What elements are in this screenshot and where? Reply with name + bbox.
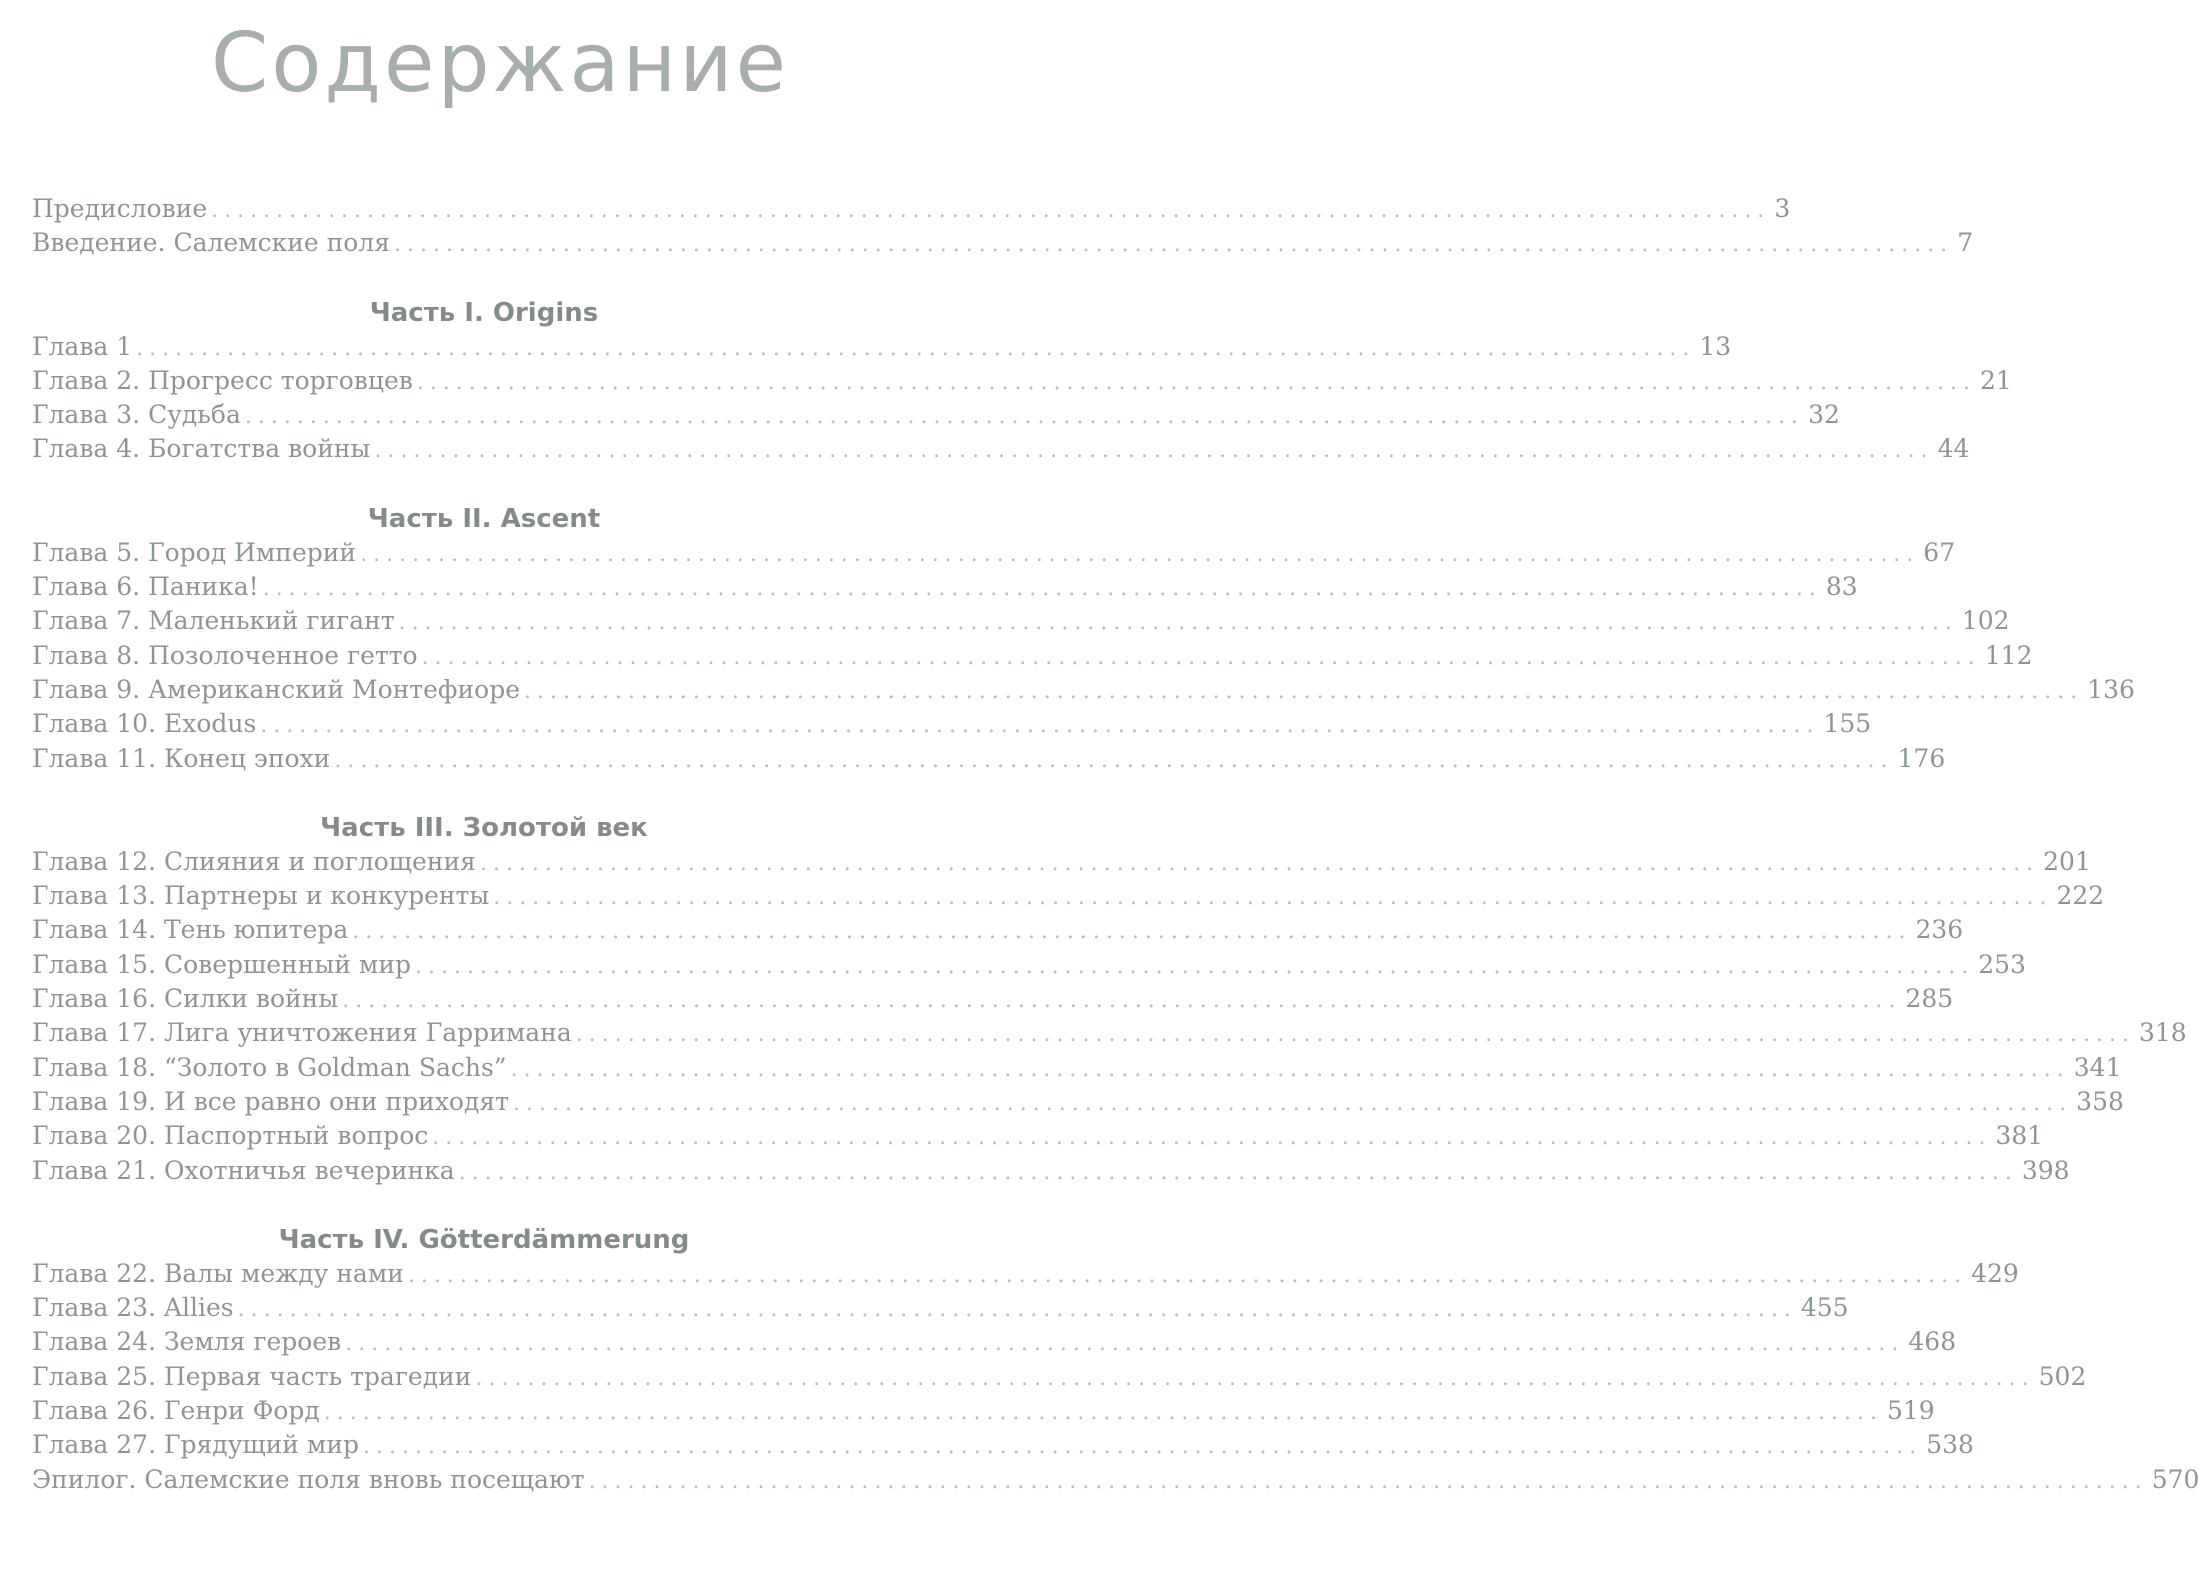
dot-leader: ........................................................................................................................ [211, 198, 1771, 223]
entry-label: Глава 11. Конец эпохи [32, 743, 331, 773]
entry-page: 83 [1825, 572, 1858, 602]
toc-entry[interactable] [32, 639, 2033, 673]
dot-leader: ........................................................................................................................ [524, 678, 2084, 704]
dot-leader: ........................................................................................................................ [323, 1400, 1883, 1426]
entry-label: Глава 3. Судьба [32, 400, 241, 430]
dot-leader: ........................................................................................................................ [398, 610, 1958, 636]
toc-entry[interactable] [32, 1051, 2122, 1085]
entry-page: 236 [1915, 915, 1964, 945]
toc-entry[interactable] [32, 742, 1946, 776]
part-heading: Часть III. Золотой век [320, 812, 648, 843]
entry-page: 102 [1961, 606, 2010, 636]
dot-leader: ........................................................................................................................ [575, 1022, 2135, 1048]
dot-leader: ........................................................................................................................ [352, 919, 1912, 945]
entry-page: 468 [1908, 1327, 1957, 1357]
dot-leader: ........................................................................................................................ [342, 988, 1902, 1014]
entry-label: Глава 8. Позолоченное гетто [32, 640, 418, 670]
entry-label: Глава 17. Лига уничтожения Гарримана [32, 1018, 572, 1048]
entry-page: 570 [2151, 1464, 2199, 1494]
toc-entry[interactable] [32, 604, 2010, 638]
part-heading: Часть II. Ascent [367, 503, 601, 534]
toc-entry[interactable] [32, 1257, 2019, 1291]
entry-page: 176 [1897, 743, 1946, 773]
toc-entry-epilogue[interactable] [32, 1463, 2199, 1497]
dot-leader: ........................................................................................................................ [432, 1125, 1992, 1151]
entry-label: Глава 13. Партнеры и конкуренты [32, 881, 490, 911]
entry-page: 429 [1971, 1258, 2019, 1288]
dot-leader: ........................................................................................................................ [394, 232, 1954, 258]
entry-page: 67 [1923, 537, 1956, 567]
entry-label: Глава 25. Первая часть трагедии [32, 1361, 472, 1391]
dot-leader: ........................................................................................................................ [475, 1365, 2035, 1391]
dot-leader: ........................................................................................................................ [479, 850, 2040, 876]
entry-page: 112 [1984, 640, 2033, 670]
entry-label: Глава 26. Генри Форд [32, 1396, 320, 1426]
dot-leader: ........................................................................................................................ [458, 1159, 2018, 1185]
toc-entry-preface[interactable] [32, 192, 1791, 226]
entry-label: Глава 27. Грядущий мир [32, 1430, 360, 1460]
entry-label: Предисловие [32, 194, 208, 223]
toc-entry[interactable] [32, 536, 1956, 570]
entry-page: 7 [1957, 228, 1974, 258]
dot-leader: ........................................................................................................................ [363, 1434, 1923, 1460]
entry-page: 13 [1699, 331, 1732, 361]
dot-leader: ........................................................................................................................ [237, 1297, 1797, 1323]
entry-label: Глава 19. И все равно они приходят [32, 1086, 509, 1116]
dot-leader: ........................................................................................................................ [136, 335, 1696, 361]
toc-entry[interactable] [32, 1119, 2044, 1153]
toc-entry[interactable] [32, 1428, 1974, 1462]
toc-entry[interactable] [32, 1360, 2087, 1394]
dot-leader: ........................................................................................................................ [512, 1090, 2073, 1116]
dot-leader: ........................................................................................................................ [262, 576, 1822, 602]
entry-label: Глава 4. Богатства войны [32, 434, 371, 464]
toc-entry[interactable] [32, 982, 1954, 1016]
dot-leader: ........................................................................................................................ [334, 747, 1894, 773]
toc-entry[interactable] [32, 879, 2105, 913]
entry-label: Глава 18. “Золото в Goldman Sachs” [32, 1052, 507, 1082]
dot-leader: ........................................................................................................................ [360, 541, 1920, 567]
entry-page: 341 [2073, 1052, 2122, 1082]
toc-entry[interactable] [32, 330, 1732, 364]
entry-page: 222 [2056, 881, 2105, 911]
entry-label: Глава 1 [32, 331, 133, 361]
dot-leader: ........................................................................................................................ [416, 369, 1977, 395]
entry-page: 381 [1995, 1121, 2044, 1151]
entry-label: Глава 2. Прогресс торговцев [32, 365, 413, 395]
dot-leader: ........................................................................................................................ [510, 1056, 2070, 1082]
entry-page: 21 [1980, 365, 2012, 395]
entry-page: 519 [1886, 1396, 1935, 1426]
entry-label: Введение. Салемские поля [32, 228, 390, 258]
dot-leader: ........................................................................................................................ [421, 644, 1981, 670]
toc-entry[interactable] [32, 1016, 2187, 1050]
toc-entry-introduction[interactable] [32, 226, 1974, 260]
dot-leader: ........................................................................................................................ [244, 404, 1805, 430]
toc-entry[interactable] [32, 948, 2026, 982]
entry-label: Глава 10. Exodus [32, 709, 257, 739]
entry-label: Глава 14. Тень юпитера [32, 915, 349, 945]
entry-label: Глава 16. Силки войны [32, 984, 339, 1014]
entry-page: 201 [2043, 846, 2091, 876]
dot-leader: ........................................................................................................................ [374, 438, 1934, 464]
part-heading: Часть IV. Götterdämmerung [278, 1224, 690, 1255]
entry-page: 398 [2021, 1155, 2070, 1185]
dot-leader: ........................................................................................................................ [493, 885, 2053, 911]
entry-label: Глава 15. Совершенный мир [32, 949, 412, 979]
toc-entry[interactable] [32, 1291, 1849, 1325]
toc-entry[interactable] [32, 707, 1872, 741]
entry-page: 502 [2038, 1361, 2087, 1391]
dot-leader: ........................................................................................................................ [415, 953, 1975, 979]
entry-label: Глава 23. Allies [32, 1293, 234, 1323]
toc-entry[interactable] [32, 1154, 2070, 1188]
entry-page: 253 [1978, 949, 2026, 979]
toc-entry[interactable] [32, 570, 1858, 604]
entry-label: Глава 6. Паника! [32, 572, 259, 602]
toc-entry[interactable] [32, 1394, 1935, 1428]
toc-entry[interactable] [32, 432, 1970, 466]
part-heading: Часть I. Origins [369, 297, 599, 328]
entry-page: 455 [1800, 1293, 1849, 1323]
toc-entry[interactable] [32, 845, 2091, 879]
entry-label: Глава 5. Город Империй [32, 537, 357, 567]
toc-entry[interactable] [32, 398, 1840, 432]
entry-page: 285 [1905, 984, 1954, 1014]
toc-entry[interactable] [32, 364, 2012, 398]
dot-leader: ........................................................................................................................ [260, 713, 1820, 739]
entry-label: Глава 9. Американский Монтефиоре [32, 674, 521, 704]
entry-page: 358 [2076, 1086, 2124, 1116]
entry-page: 155 [1823, 709, 1872, 739]
toc-entry[interactable] [32, 1085, 2124, 1119]
dot-leader: ........................................................................................................................ [345, 1331, 1905, 1357]
entry-label: Глава 24. Земля героев [32, 1327, 342, 1357]
entry-page: 32 [1808, 400, 1840, 430]
toc-entry[interactable] [32, 1325, 1957, 1359]
entry-label: Глава 20. Паспортный вопрос [32, 1121, 429, 1151]
entry-page: 318 [2138, 1018, 2187, 1048]
entry-label: Глава 7. Маленький гигант [32, 606, 395, 636]
entry-label: Глава 22. Валы между нами [32, 1258, 404, 1288]
table-of-contents [32, 192, 2199, 1497]
page-title: Содержание [210, 16, 790, 111]
entry-page: 136 [2087, 674, 2135, 704]
entry-page: 538 [1926, 1430, 1974, 1460]
entry-page: 44 [1937, 434, 1970, 464]
dot-leader: ........................................................................................................................ [407, 1262, 1968, 1288]
entry-label: Эпилог. Салемские поля вновь посещают [32, 1464, 585, 1494]
entry-page: 3 [1774, 194, 1791, 223]
toc-entry[interactable] [32, 673, 2135, 707]
dot-leader: ........................................................................................................................ [588, 1468, 2148, 1494]
entry-label: Глава 21. Охотничья вечеринка [32, 1155, 455, 1185]
entry-label: Глава 12. Слияния и поглощения [32, 846, 476, 876]
toc-entry[interactable] [32, 913, 1964, 947]
